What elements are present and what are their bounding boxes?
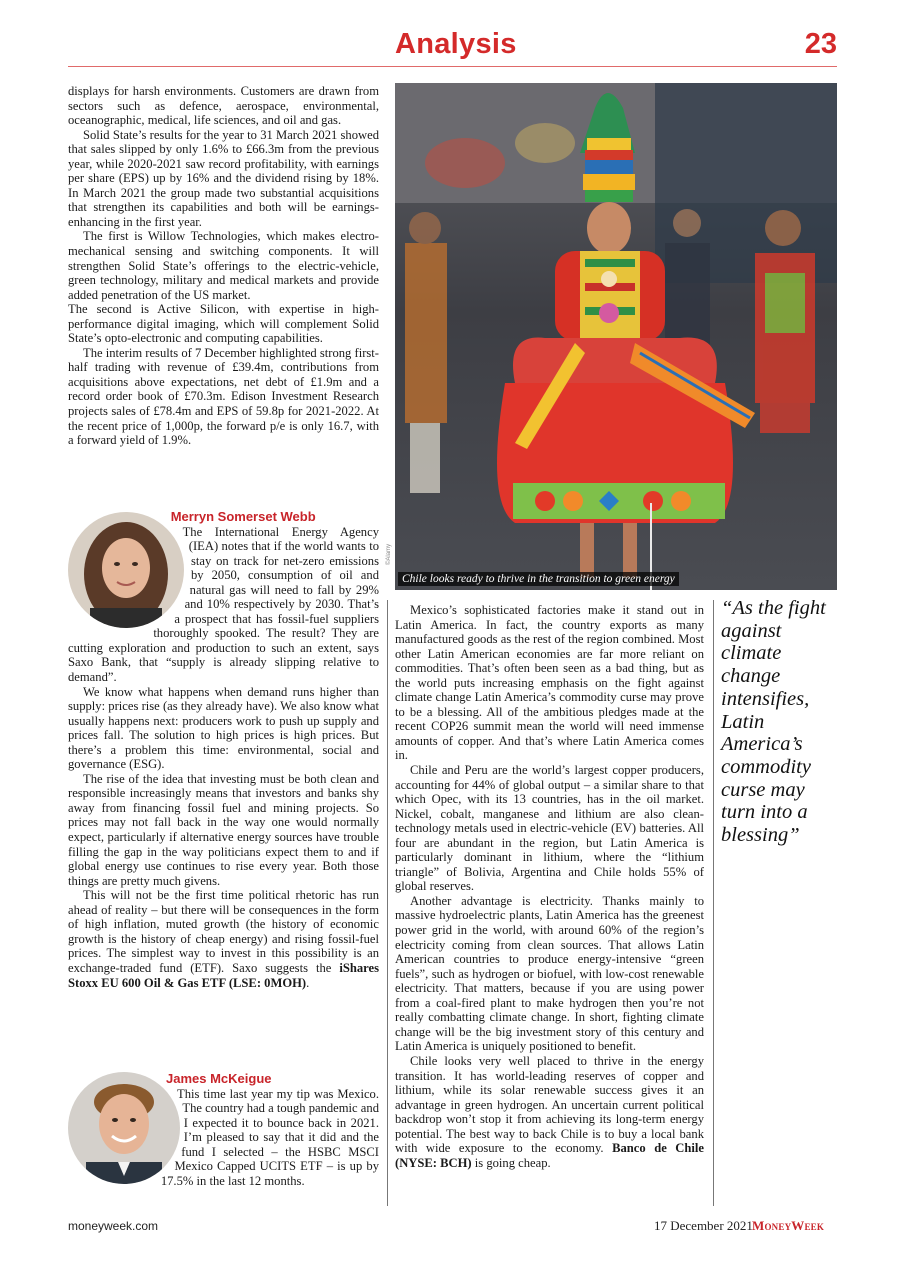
intro-paragraph: displays for harsh environments. Customers are drawn from sectors such as defence, aerospace, environmental, oceanographic, medical, life sciences, and oil and gas. xyxy=(68,84,379,128)
middle-paragraph: Another advantage is electricity. Thanks mainly to massive hydroelectric plants, Latin America has the greenest power grid in the world, with around 60% of the region’s electricity coming from clean sources. That allows Latin American countries to produce energy-intensive “green fuels”, such as hydrogen or biofuel, with low-cost renewable electricity. That matters, because if you are using power from a coal-fired plant to make hydrogen then you’re not really combatting climate change. In short, fighting climate change will be the big investment story of this century and Latin America is uniquely positioned to benefit. xyxy=(395,893,704,1054)
webb-paragraph: We know what happens when demand runs higher than supply: prices rise (as they already have). We also know what usually happens next: producers work to push up supply and prices fall. The solution to high prices is high prices. But there’s a problem this time: environmental, social and governance (ESG). xyxy=(68,684,379,772)
intro-paragraph: The interim results of 7 December highlighted strong first-half trading with revenue of £39.4m, contributions from acquisitions above expectations, net debt of £1.9m and a record order book of £70.3m. Edison Investment Research projects sales of £78.4m and EPS of 59.8p for 2021-2022. At the recent price of 1,000p, the forward p/e is only 16.7, with a forward yield of 1.9%. xyxy=(68,345,379,448)
middle-column xyxy=(395,603,704,1170)
webb-paragraph: The International Energy Agency (IEA) notes that if the world wants to stay on track for net-zero emissions by 2050, consumption of oil and natural gas will need to fall by 29% and 10% respectively by 2030. That’s a prospect that has fossil-fuel suppliers thoroughly spooked. The result? They are cutting exploration and production to such an extent, says Saxo Bank, that “supply is already slipping relative to demand”. xyxy=(68,524,379,685)
mckeigue-portrait-icon xyxy=(68,1072,180,1184)
feature-photo xyxy=(395,83,837,590)
header-rule xyxy=(68,66,837,67)
webb-author-name: Merryn Somerset Webb xyxy=(170,509,316,524)
webb-photo xyxy=(68,512,184,628)
dancer-photo-icon xyxy=(395,83,837,590)
footer-website: moneyweek.com xyxy=(68,1219,159,1233)
webb-portrait-icon xyxy=(68,512,184,628)
middle-paragraph: Chile and Peru are the world’s largest copper producers, accounting for 44% of global output – a similar share to that which Opec, with its 13 countries, has in the oil market. Nickel, cobalt, manganese and lithium are also clean-technology metals used in electric-vehicle (EV) batteries. All four are abundant in the region, but Latin America is particularly dominant in lithium, where the “lithium triangle” of Bolivia, Argentina and Chile holds 55% of global reserves. xyxy=(395,763,704,894)
middle-last-end: is going cheap. xyxy=(471,1155,551,1170)
section-title: Analysis xyxy=(395,28,517,60)
photo-credit: ©Alamy xyxy=(386,543,392,565)
webb-fund-name: iShares Stoxx EU 600 Oil & Gas ETF (LSE: 0MOH) xyxy=(68,960,379,990)
webb-paragraph xyxy=(68,888,379,990)
column-divider xyxy=(387,600,388,1206)
intro-paragraph: The second is Active Silicon, with expertise in high-performance digital imaging, which will complement Solid State’s opto-electronic and computing capabilities. xyxy=(68,302,379,346)
pull-quote: “As the fight against climate change intensifies, Latin America’s commodity curse may turn into a blessing” xyxy=(721,597,826,847)
left-column-intro xyxy=(68,84,379,448)
middle-paragraph xyxy=(395,1054,704,1170)
photo-caption: Chile looks ready to thrive in the transition to green energy xyxy=(398,572,679,586)
webb-paragraph: The rise of the idea that investing must be both clean and responsible increasingly means that investors and banks shy away from financing fossil fuel and mining projects. So prices may not fall back in the way one would normally expect, particularly if alternative energy sources have trouble filling the gap in the way politicians expect them to and if global energy use continues to rise every year. Both those things are pretty much givens. xyxy=(68,771,379,888)
pull-quote-divider xyxy=(713,600,714,1206)
page-number: 23 xyxy=(804,28,837,60)
intro-paragraph: Solid State’s results for the year to 31 March 2021 showed that sales slipped by only 1.6% to £66.3m from the previous year, while 2020-2021 saw record profitability, with earnings per share (EPS) up by 16% and the dividend rising by 18%. In March 2021 the group made two substantial acquisitions that strengthen its capabilities and both will be earnings-enhancing in the first year. xyxy=(68,127,379,229)
middle-last-text: Chile looks very well placed to thrive in the energy transition. It has world-leading reserves of copper and lithium, while its solar renewable success gives it an advantage in green hydrogen. An uncertain current political backdrop won’t stop it from achieving its long-term energy potential. The best way to back Chile is to buy a local bank with wide exposure to the economy. xyxy=(395,1053,704,1156)
bank-name: Banco de Chile (NYSE: BCH) xyxy=(395,1141,704,1170)
middle-paragraph: Mexico’s sophisticated factories make it stand out in Latin America. In fact, the country exports as many manufactured goods as the rest of the region combined. Most other Latin American economies are far more reliant on commodities. That’s often been seen as a bad thing, but as the world puts increasing emphasis on the fight against climate change Latin America’s commodity curse may prove to be a blessing. All of the ambitious pledges made at the recent COP26 summit mean the world will need immense amounts of copper. And that’s where Latin America comes in. xyxy=(395,603,704,763)
footer-brand-logo: MoneyWeek xyxy=(752,1218,825,1233)
mckeigue-author-name: James McKeigue xyxy=(166,1071,272,1086)
intro-paragraph: The first is Willow Technologies, which makes electro-mechanical sensing and switching components. It will strengthen Solid State’s offerings to the electric-vehicle, green technology, military and medical markets and provide added penetration of the US market. xyxy=(68,229,379,302)
mckeigue-section xyxy=(68,1072,379,1188)
webb-last-text: This will not be the first time political rhetoric has run ahead of reality – but there will be consequences in the form of high inflation, muted growth (the history of economic growth is the history of cheap energy) and rising fossil-fuel prices. The simplest way to invest in this possibility is an exchange-traded fund (ETF). Saxo suggests the xyxy=(68,888,379,975)
webb-section xyxy=(68,510,379,990)
footer-date: 17 December 2021 xyxy=(654,1218,753,1233)
webb-last-end: . xyxy=(306,975,310,990)
mckeigue-photo xyxy=(68,1072,180,1184)
mckeigue-paragraph: This time last year my tip was Mexico. The country had a tough pandemic and I expected it to bounce back in 2021. I’m pleased to say that it did and the fund I selected – the HSBC MSCI Mexico Capped UCITS ETF – is up by 17.5% in the last 12 months. xyxy=(160,1086,379,1188)
